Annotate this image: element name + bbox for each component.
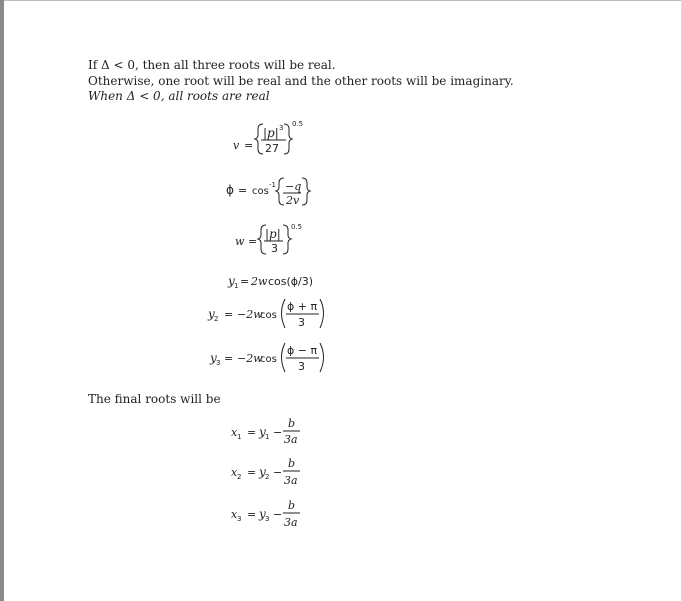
x2-lhs: x — [231, 466, 238, 479]
x2-y: y — [259, 465, 266, 479]
w-numerator: |p| — [265, 227, 281, 241]
equation-phi — [226, 178, 310, 207]
y3-right-paren — [320, 343, 324, 372]
x3-subscript: 3 — [237, 515, 242, 523]
v-denominator: 27 — [265, 142, 279, 155]
phi-denominator: 2v — [286, 194, 300, 207]
y3-equals: = — [224, 352, 234, 365]
y3-coefficient: −2w — [237, 352, 263, 365]
x1-minus: − — [273, 426, 283, 439]
y3-denominator: 3 — [298, 360, 305, 373]
x3-y: y — [259, 507, 266, 521]
y2-cos: cos — [260, 310, 277, 321]
y1-lhs: y — [228, 274, 235, 288]
x1-lhs: x — [231, 426, 238, 439]
x2-denominator: 3a — [284, 474, 298, 487]
x2-y-subscript: 2 — [265, 473, 270, 481]
x1-subscript: 1 — [237, 433, 242, 441]
equation-w — [235, 223, 302, 255]
x3-y-subscript: 3 — [265, 515, 270, 523]
x1-y: y — [259, 425, 266, 439]
y2-denominator: 3 — [298, 316, 305, 329]
w-power: 0.5 — [291, 223, 303, 231]
x2-equals: = — [247, 466, 257, 479]
w-denominator: 3 — [271, 242, 278, 255]
x1-y-subscript: 1 — [265, 433, 270, 441]
w-lhs: w — [235, 235, 245, 248]
x2-numerator: b — [288, 457, 296, 470]
y1-subscript: 1 — [234, 282, 239, 290]
x1-numerator: b — [288, 417, 296, 430]
paragraph-when-real: When Δ < 0, all roots are real — [88, 89, 270, 103]
x3-minus: − — [273, 508, 283, 521]
paragraph-otherwise: Otherwise, one root will be real and the other roots will be imaginary. — [88, 74, 514, 88]
x1-denominator: 3a — [284, 433, 298, 446]
phi-left-brace — [276, 178, 284, 205]
phi-numerator: −q — [285, 180, 302, 193]
y1-cos-term: cos(ϕ/3) — [268, 275, 314, 288]
w-right-brace — [283, 225, 291, 254]
y3-numerator: ϕ − π — [287, 344, 318, 357]
equation-v — [233, 120, 303, 155]
phi-right-brace — [302, 178, 310, 205]
y3-subscript: 3 — [216, 359, 221, 367]
y2-left-paren — [282, 299, 286, 328]
phi-cos: cos — [252, 186, 269, 197]
equation-y2 — [207, 299, 324, 329]
y2-right-paren — [320, 299, 324, 328]
x3-numerator: b — [288, 499, 296, 512]
v-lhs: v — [233, 139, 240, 152]
v-left-brace — [255, 124, 263, 154]
v-right-brace — [284, 124, 292, 154]
equation-y3 — [209, 343, 324, 373]
phi-cos-exponent: -1 — [269, 181, 276, 189]
equation-x2 — [231, 457, 300, 487]
paragraph-final-roots: The final roots will be — [88, 392, 221, 406]
x1-equals: = — [247, 426, 257, 439]
v-power: 0.5 — [292, 120, 304, 128]
y2-numerator: ϕ + π — [287, 300, 318, 313]
v-numerator: |p| — [263, 126, 279, 140]
y2-coefficient: −2w — [237, 308, 263, 321]
y2-subscript: 2 — [214, 315, 219, 323]
w-equals: = — [248, 235, 258, 248]
x3-denominator: 3a — [284, 516, 298, 529]
y3-left-paren — [282, 343, 286, 372]
phi-lhs: ϕ — [226, 183, 234, 197]
equation-y1 — [227, 274, 313, 290]
y1-coefficient: 2w — [251, 275, 268, 288]
paragraph-condition: If Δ < 0, then all three roots will be real. — [88, 58, 336, 72]
y2-equals: = — [224, 308, 234, 321]
phi-equals: = — [238, 184, 248, 197]
y3-cos: cos — [260, 354, 277, 365]
x2-subscript: 2 — [237, 473, 242, 481]
x3-equals: = — [247, 508, 257, 521]
y3-lhs: y — [210, 351, 217, 365]
x3-lhs: x — [231, 508, 238, 521]
equation-x1 — [231, 417, 300, 446]
y1-equals: = — [240, 275, 250, 288]
y2-lhs: y — [208, 307, 215, 321]
v-numerator-exponent: 3 — [279, 124, 284, 132]
equation-x3 — [231, 499, 300, 529]
v-equals: = — [244, 139, 254, 152]
x2-minus: − — [273, 466, 283, 479]
